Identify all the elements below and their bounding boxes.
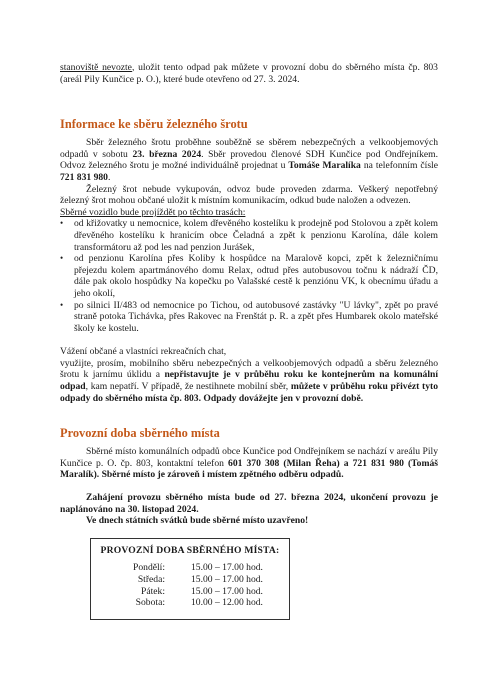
hours-time: 10.00 – 12.00 hod. — [191, 597, 263, 609]
hours-season-text: Zahájení provozu sběrného místa bude od 27. března 2024, ukončení provozu je naplánováno na 30. listopad 2024. — [60, 492, 438, 515]
scrap-paragraph-1 — [60, 137, 438, 183]
hours-time: 15.00 – 17.00 hod. — [191, 562, 263, 573]
scrap-heading: Informace ke sběru železného šrotu — [60, 117, 248, 132]
route-item — [60, 300, 438, 335]
route-item — [60, 253, 438, 299]
route-text: po silnici II/483 od nemocnice po Tichou, od autobusové zastávky "U lávky", zpět po pravé straně potoka Tichávka, přes Rakovec na Frenštát p. R. a zpět přes Humbarek okolo mateřské školy ke kostelu. — [74, 299, 438, 334]
hours-day: Pátek: — [141, 585, 165, 597]
route-text: od penzionu Karolína přes Koliby k hospůdce na Maralově kopci, zpět k železničnímu přejezdu kolem apartmánového domu Relax, odtud přes autobusovou točnu k nádraží ČD, dále pak okolo hospůdky Na kopečku po Valašské cestě k penziónu VK, k obecnímu úřadu a jeho okolí, — [74, 253, 438, 299]
hours-text-b: 601 370 308 (Milan Řeha) a 721 831 980 (Tomáš Maralík). Sběrné místo je zároveň i místem zpětného odběru odpadů. — [60, 457, 438, 481]
scrap-date: 23. března 2024 — [132, 148, 202, 160]
document-page — [60, 62, 438, 527]
appeal-text-c: , kam nepatří. V případě, že nestihnete mobilní sběr, — [85, 381, 291, 393]
scrap-text-a: Sběr železného šrotu proběhne souběžně se sběrem nebezpečných a velkoobjemových odpadů v sobotu — [60, 137, 438, 160]
scrap-text-b: . Sběr provedou členové SDH Kunčice pod Ondřejníkem. Odvoz železného šrotu je možné individuálně projednat u — [60, 148, 439, 172]
hours-paragraph-1 — [60, 446, 438, 481]
opening-hours-rows — [91, 562, 289, 609]
opening-hours-row — [91, 562, 289, 574]
opening-hours-row — [91, 597, 289, 609]
hours-day: Sobota: — [135, 597, 165, 609]
scrap-contact-name: Tomáše Maralíka — [288, 160, 361, 172]
scrap-text-d: . — [107, 171, 111, 183]
scrap-paragraph-2: Železný šrot nebude vykupován, odvoz bude proveden zdarma. Veškerý nepotřebný železný šrot mohou občané uložit k místním komunikacím, odkud bude naložen a odvezen. — [60, 183, 438, 207]
bullet-icon: • — [60, 299, 64, 310]
hours-time: 15.00 – 17.00 hod. — [191, 573, 263, 585]
intro-underlined-text: stanoviště nevozte — [60, 62, 132, 73]
bullet-icon: • — [60, 253, 64, 264]
appeal-greeting: Vážení občané a vlastníci rekreačních chat, — [60, 346, 227, 358]
hours-day: Pondělí: — [133, 562, 165, 573]
bullet-icon: • — [60, 218, 64, 229]
scrap-phone: 721 831 980 — [60, 171, 108, 183]
route-text: od křižovatky u nemocnice, kolem dřevěného kostelíku k prodejně pod Stolovou a zpět kolem dřevěného kostelíku k hranicím obce Čeladná a zpět k penzionu Karolína, dále kolem transformátoru až pod les nad penzion Jurášek, — [74, 218, 438, 253]
appeal-text-a: využijte, prosím, mobilního sběru nebezpečných a velkoobjemových odpadů a sběru železného šrotu k jarnímu úklidu a — [60, 357, 438, 381]
hours-heading: Provozní doba sběrného místa — [60, 426, 220, 441]
scrap-text-c: na telefonním čísle — [360, 160, 438, 172]
opening-hours-title: PROVOZNÍ DOBA SBĚRNÉHO MÍSTA: — [100, 545, 280, 556]
intro-paragraph — [60, 62, 438, 85]
opening-hours-box — [90, 538, 290, 620]
opening-hours-row — [91, 574, 289, 586]
appeal-text-b: nepřistavujte je v průběhu roku ke kontejnerům na komunální odpad — [60, 369, 439, 393]
appeal-paragraph — [60, 358, 438, 404]
opening-hours-row — [91, 586, 289, 598]
hours-day: Středa: — [137, 573, 165, 585]
hours-paragraph-3 — [60, 515, 438, 527]
hours-time: 15.00 – 17.00 hod. — [191, 585, 263, 597]
intro-text: , uložit tento odpad pak můžete v provozní dobu do sběrného místa čp. 803 (areál Pily Kunčice p. O.), které bude otevřeno od 27. 3. 2024. — [60, 62, 438, 85]
appeal-text-d: můžete v průběhu roku přivézt tyto odpady do sběrného místa čp. 803. Odpady dovážejte jen v provozní době. — [60, 381, 438, 404]
routes-intro: Sběrné vozidlo bude projíždět po těchto trasách: — [60, 206, 246, 218]
hours-text-a: Sběrné místo komunálních odpadů obce Kunčice pod Ondřejníkem se nachází v areálu Pily Kunčice p. O. čp. 803, kontaktní telefon — [60, 446, 438, 469]
routes-list — [60, 218, 438, 334]
hours-holiday-text: Ve dnech státních svátků bude sběrné místo uzavřeno! — [86, 515, 309, 527]
hours-paragraph-2 — [60, 492, 438, 515]
route-item — [60, 218, 438, 253]
